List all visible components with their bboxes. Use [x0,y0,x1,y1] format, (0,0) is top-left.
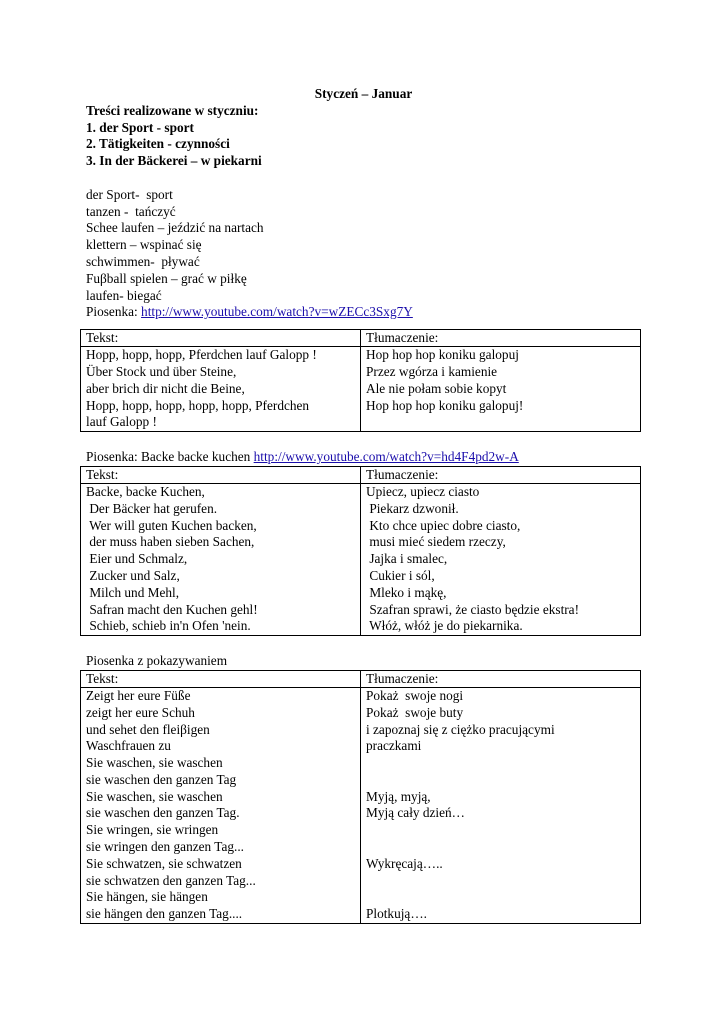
translation-line: Upiecz, upiecz ciasto [366,483,480,499]
translation-line [366,755,640,772]
vocab-item: laufen- biegać [86,287,162,303]
translation-line [366,873,640,890]
lyric-line: zeigt her eure Schuh [86,704,195,720]
translation-line: Pokaż swoje buty [366,704,464,720]
translation-line: Szafran sprawi, że ciasto będzie ekstra! [366,601,580,617]
song2-table [80,466,641,636]
translation-line: Kto chce upiec dobre ciasto, [366,517,521,533]
translation-line [366,414,640,431]
lyric-line: aber brich dir nicht die Beine, [86,380,245,396]
translation-line: Przez wgórza i kamienie [366,363,498,379]
lyric-line: Eier und Schmalz, [86,551,188,567]
lyric-line: Schieb, schieb in'n Ofen 'nein. [86,618,251,634]
song2-label: Piosenka: Backe backe kuchen [86,449,254,465]
song3-table [80,670,641,924]
translation-line: Myją cały dzień… [366,805,465,821]
vocab-item: Schee laufen – jeździć na nartach [86,220,264,236]
spacer [86,432,641,449]
translation-line: Myją, myją, [366,788,431,804]
vocab-item: Fuβball spielen – grać w piłkę [86,270,247,286]
lyric-line: Waschfrauen zu [86,738,171,754]
header-text: Tekst: [81,330,361,347]
lyric-line: Zucker und Salz, [86,567,180,583]
translation-line: praczkami [366,738,422,754]
song1-label: Piosenka: [86,304,142,320]
translation-line: Piekarz dzwonił. [366,500,459,516]
header-translation: Tłumaczenie: [361,670,641,687]
lyric-line: Sie wringen, sie wringen [86,822,219,838]
lyric-line: sie schwatzen den ganzen Tag... [86,872,256,888]
lyric-line: Milch und Mehl, [86,584,180,600]
lyric-line: Safran macht den Kuchen gehl! [86,601,258,617]
page-title: Styczeń – Januar [314,86,413,101]
document-page [86,86,641,924]
translation-line: Pokaż swoje nogi [366,687,464,703]
lyric-line: Sie waschen, sie waschen [86,755,223,771]
vocab-item: der Sport- sport [86,186,173,202]
translation-line: Hop hop hop koniku galopuj [366,347,519,363]
lyric-line: Hopp, hopp, hopp, Pferdchen lauf Galopp ! [86,347,317,363]
translation-line [366,839,640,856]
lyric-line: sie hängen den ganzen Tag.... [86,906,243,922]
lyric-line: sie wringen den ganzen Tag... [86,839,244,855]
song2-translation-cell [361,483,641,635]
header-translation: Tłumaczenie: [361,466,641,483]
song1-link[interactable]: http://www.youtube.com/watch?v=wZECc3Sxg7Y [141,304,413,320]
lyric-line: Zeigt her eure Füße [86,687,191,703]
translation-line: Hop hop hop koniku galopuj! [366,397,524,413]
translation-line [366,889,640,906]
heading: Treści realizowane w styczniu: [86,102,259,118]
translation-line [366,822,640,839]
song3-text-cell [81,687,361,923]
song3-label: Piosenka z pokazywaniem [86,653,228,669]
lyric-line: Wer will guten Kuchen backen, [86,517,257,533]
translation-line: Mleko i mąkę, [366,584,447,600]
translation-line: Plotkują…. [366,906,427,922]
song1-label-line [86,304,641,321]
heading: 1. der Sport - sport [86,119,194,135]
lyric-line: der muss haben sieben Sachen, [86,534,255,550]
lyric-line: Sie hängen, sie hängen [86,889,208,905]
song3-translation-cell [361,687,641,923]
translation-line: i zapoznaj się z ciężko pracującymi [366,721,555,737]
spacer [86,321,641,329]
vocab-item: tanzen - tańczyć [86,203,176,219]
song1-text-cell [81,347,361,432]
spacer [86,636,641,653]
translation-line: Ale nie połam sobie kopyt [366,380,507,396]
translation-line: Cukier i sól, [366,567,435,583]
lyric-line: und sehet den fleiβigen [86,721,210,737]
lyric-line: sie waschen den ganzen Tag [86,771,237,787]
translation-line [366,772,640,789]
translation-line: Włóż, włóż je do piekarnika. [366,618,523,634]
lyric-line: lauf Galopp ! [86,414,157,430]
heading: 2. Tätigkeiten - czynności [86,136,230,152]
vocab-item: klettern – wspinać się [86,237,202,253]
header-text: Tekst: [81,466,361,483]
lyric-line: Sie waschen, sie waschen [86,788,223,804]
song2-label-line [86,449,641,466]
song1-translation-cell [361,347,641,432]
lyric-line: Über Stock und über Steine, [86,363,237,379]
lyric-line: Sie schwatzen, sie schwatzen [86,855,242,871]
vocab-item: schwimmen- pływać [86,253,200,269]
lyric-line: Backe, backe Kuchen, [86,483,205,499]
lyric-line: sie waschen den ganzen Tag. [86,805,240,821]
lyric-line: Hopp, hopp, hopp, hopp, hopp, Pferdchen [86,397,310,413]
translation-line: Jajka i smalec, [366,551,448,567]
song2-link[interactable]: http://www.youtube.com/watch?v=hd4F4pd2w-A [253,449,519,465]
translation-line: musi mieć siedem rzeczy, [366,534,506,550]
heading: 3. In der Bäckerei – w piekarni [86,153,262,169]
lyric-line: Der Bäcker hat gerufen. [86,500,218,516]
song2-text-cell [81,483,361,635]
song1-table [80,329,641,432]
spacer [86,170,641,187]
header-text: Tekst: [81,670,361,687]
header-translation: Tłumaczenie: [361,330,641,347]
translation-line: Wykręcają….. [366,855,443,871]
